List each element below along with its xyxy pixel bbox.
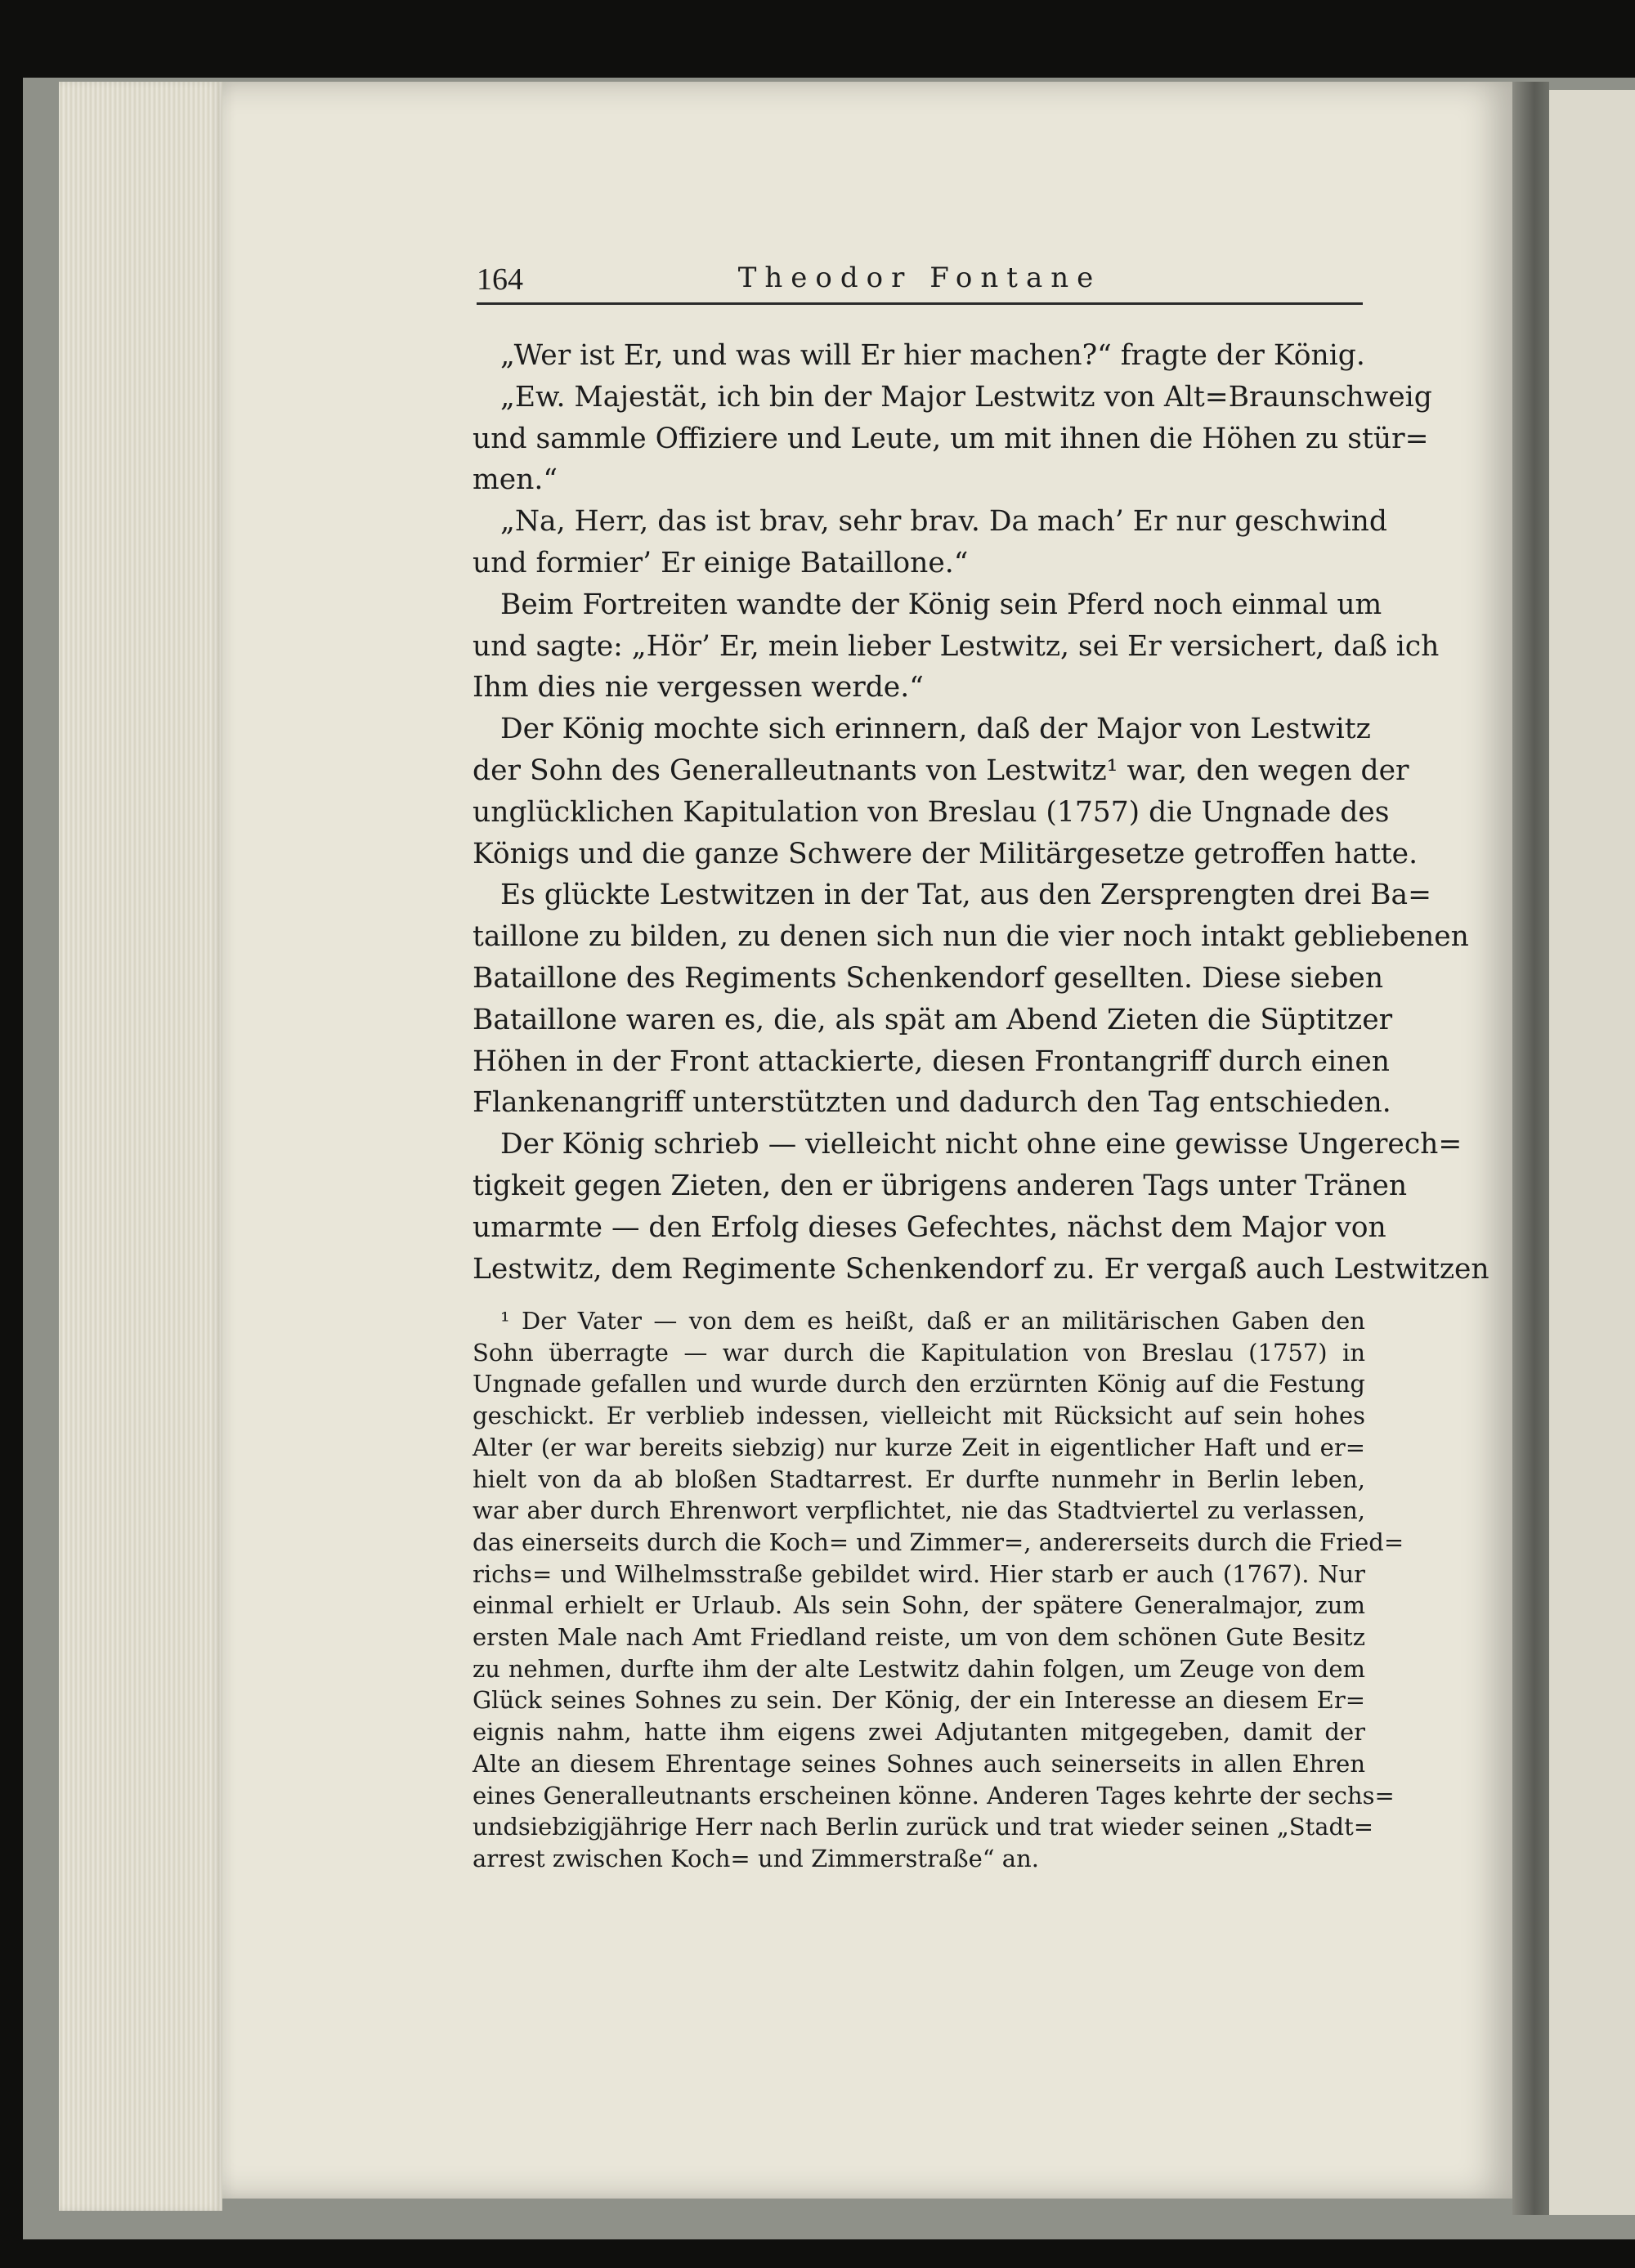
book-gutter <box>1512 82 1549 2215</box>
running-head: Theodor Fontane <box>737 262 1102 294</box>
facing-page-edge <box>1549 90 1635 2215</box>
text-line: Der König schrieb — vielleicht nicht ohne eine gewisse Ungerech= <box>500 1128 1463 1161</box>
footnote-line: ersten Male nach Amt Friedland reiste, um von dem schönen Gute Besitz <box>473 1623 1365 1652</box>
footnote-line: Alte an diesem Ehrentage seines Sohnes auch seinerseits in allen Ehren <box>473 1749 1365 1778</box>
footnote-line: Sohn überragte — war durch die Kapitulation von Breslau (1757) in <box>473 1338 1365 1367</box>
page-number: 164 <box>477 262 523 297</box>
text-line: taillone zu bilden, zu denen sich nun die vier noch intakt gebliebenen <box>473 920 1469 954</box>
text-line: und sammle Offiziere und Leute, um mit ihnen die Höhen zu stür= <box>473 422 1429 455</box>
footnote-line: hielt von da ab bloßen Stadtarrest. Er durfte nunmehr in Berlin leben, <box>473 1465 1365 1493</box>
text-line: Lestwitz, dem Regimente Schenkendorf zu. Er vergaß auch Lestwitzen <box>473 1252 1489 1286</box>
text-line: Bataillone waren es, die, als spät am Abend Zieten die Süptitzer <box>473 1003 1393 1036</box>
text-line: men.“ <box>473 463 558 497</box>
text-line: und sagte: „Hör’ Er, mein lieber Lestwitz, sei Er versichert, daß ich <box>473 629 1440 663</box>
footnote-line: ¹ Der Vater — von dem es heißt, daß er an militärischen Gaben den <box>500 1307 1365 1335</box>
text-line: Ihm dies nie vergessen werde.“ <box>473 671 924 705</box>
footnote-line: undsiebzigjährige Herr nach Berlin zurück und trat wieder seinen „Stadt= <box>473 1813 1374 1841</box>
footnote-line: zu nehmen, durfte ihm der alte Lestwitz dahin folgen, um Zeuge von dem <box>473 1654 1365 1683</box>
footnote-line: Alter (er war bereits siebzig) nur kurze Zeit in eigentlicher Haft und er= <box>473 1433 1365 1461</box>
text-line: „Wer ist Er, und was will Er hier machen?“ fragte der König. <box>500 339 1365 372</box>
text-line: Königs und die ganze Schwere der Militärgesetze getroffen hatte. <box>473 837 1418 870</box>
text-line: Bataillone des Regiments Schenkendorf gesellten. Diese sieben <box>473 961 1384 995</box>
footnote-line: richs= und Wilhelmsstraße gebildet wird. Hier starb er auch (1767). Nur <box>473 1559 1365 1588</box>
text-line: „Na, Herr, das ist brav, sehr brav. Da mach’ Er nur geschwind <box>500 505 1387 539</box>
text-line: Beim Fortreiten wandte der König sein Pferd noch einmal um <box>500 588 1382 621</box>
text-line: Flankenangriff unterstützten und dadurch den Tag entschieden. <box>473 1086 1391 1120</box>
footnote-line: eines Generalleutnants erscheinen könne. Anderen Tages kehrte der sechs= <box>473 1781 1395 1809</box>
main-text <box>473 335 1489 1290</box>
footnote-line: einmal erhielt er Urlaub. Als sein Sohn, der spätere Generalmajor, zum <box>473 1591 1365 1620</box>
text-line: „Ew. Majestät, ich bin der Major Lestwitz von Alt=Braunschweig <box>500 380 1432 414</box>
footnote-line: geschickt. Er verblieb indessen, vielleicht mit Rücksicht auf sein hohes <box>473 1402 1365 1430</box>
text-line: der Sohn des Generalleutnants von Lestwitz¹ war, den wegen der <box>473 754 1409 787</box>
footnote-line: eignis nahm, hatte ihm eigens zwei Adjutanten mitgegeben, damit der <box>473 1718 1365 1747</box>
text-line: Der König mochte sich erinnern, daß der Major von Lestwitz <box>500 713 1371 746</box>
text-line: Höhen in der Front attackierte, diesen Frontangriff durch einen <box>473 1045 1390 1078</box>
footnote-line: arrest zwischen Koch= und Zimmerstraße“ an. <box>473 1844 1039 1872</box>
footnote-line: das einerseits durch die Koch= und Zimmer=, andererseits durch die Fried= <box>473 1528 1404 1556</box>
page-header <box>477 255 1363 305</box>
text-line: Es glückte Lestwitzen in der Tat, aus den Zersprengten drei Ba= <box>500 879 1431 912</box>
page-edges <box>59 82 222 2211</box>
text-line: und formier’ Er einige Bataillone.“ <box>473 546 969 579</box>
text-line: unglücklichen Kapitulation von Breslau (1757) die Ungnade des <box>473 795 1390 829</box>
text-line: umarmte — den Erfolg dieses Gefechtes, nächst dem Major von <box>473 1210 1386 1244</box>
text-line: tigkeit gegen Zieten, den er übrigens anderen Tags unter Tränen <box>473 1169 1408 1202</box>
footnote-line: Glück seines Sohnes zu sein. Der König, der ein Interesse an diesem Er= <box>473 1686 1365 1715</box>
footnote <box>473 1305 1404 1875</box>
footnote-line: Ungnade gefallen und wurde durch den erzürnten König auf die Festung <box>473 1370 1365 1398</box>
footnote-line: war aber durch Ehrenwort verpflichtet, nie das Stadtviertel zu verlassen, <box>473 1496 1365 1525</box>
